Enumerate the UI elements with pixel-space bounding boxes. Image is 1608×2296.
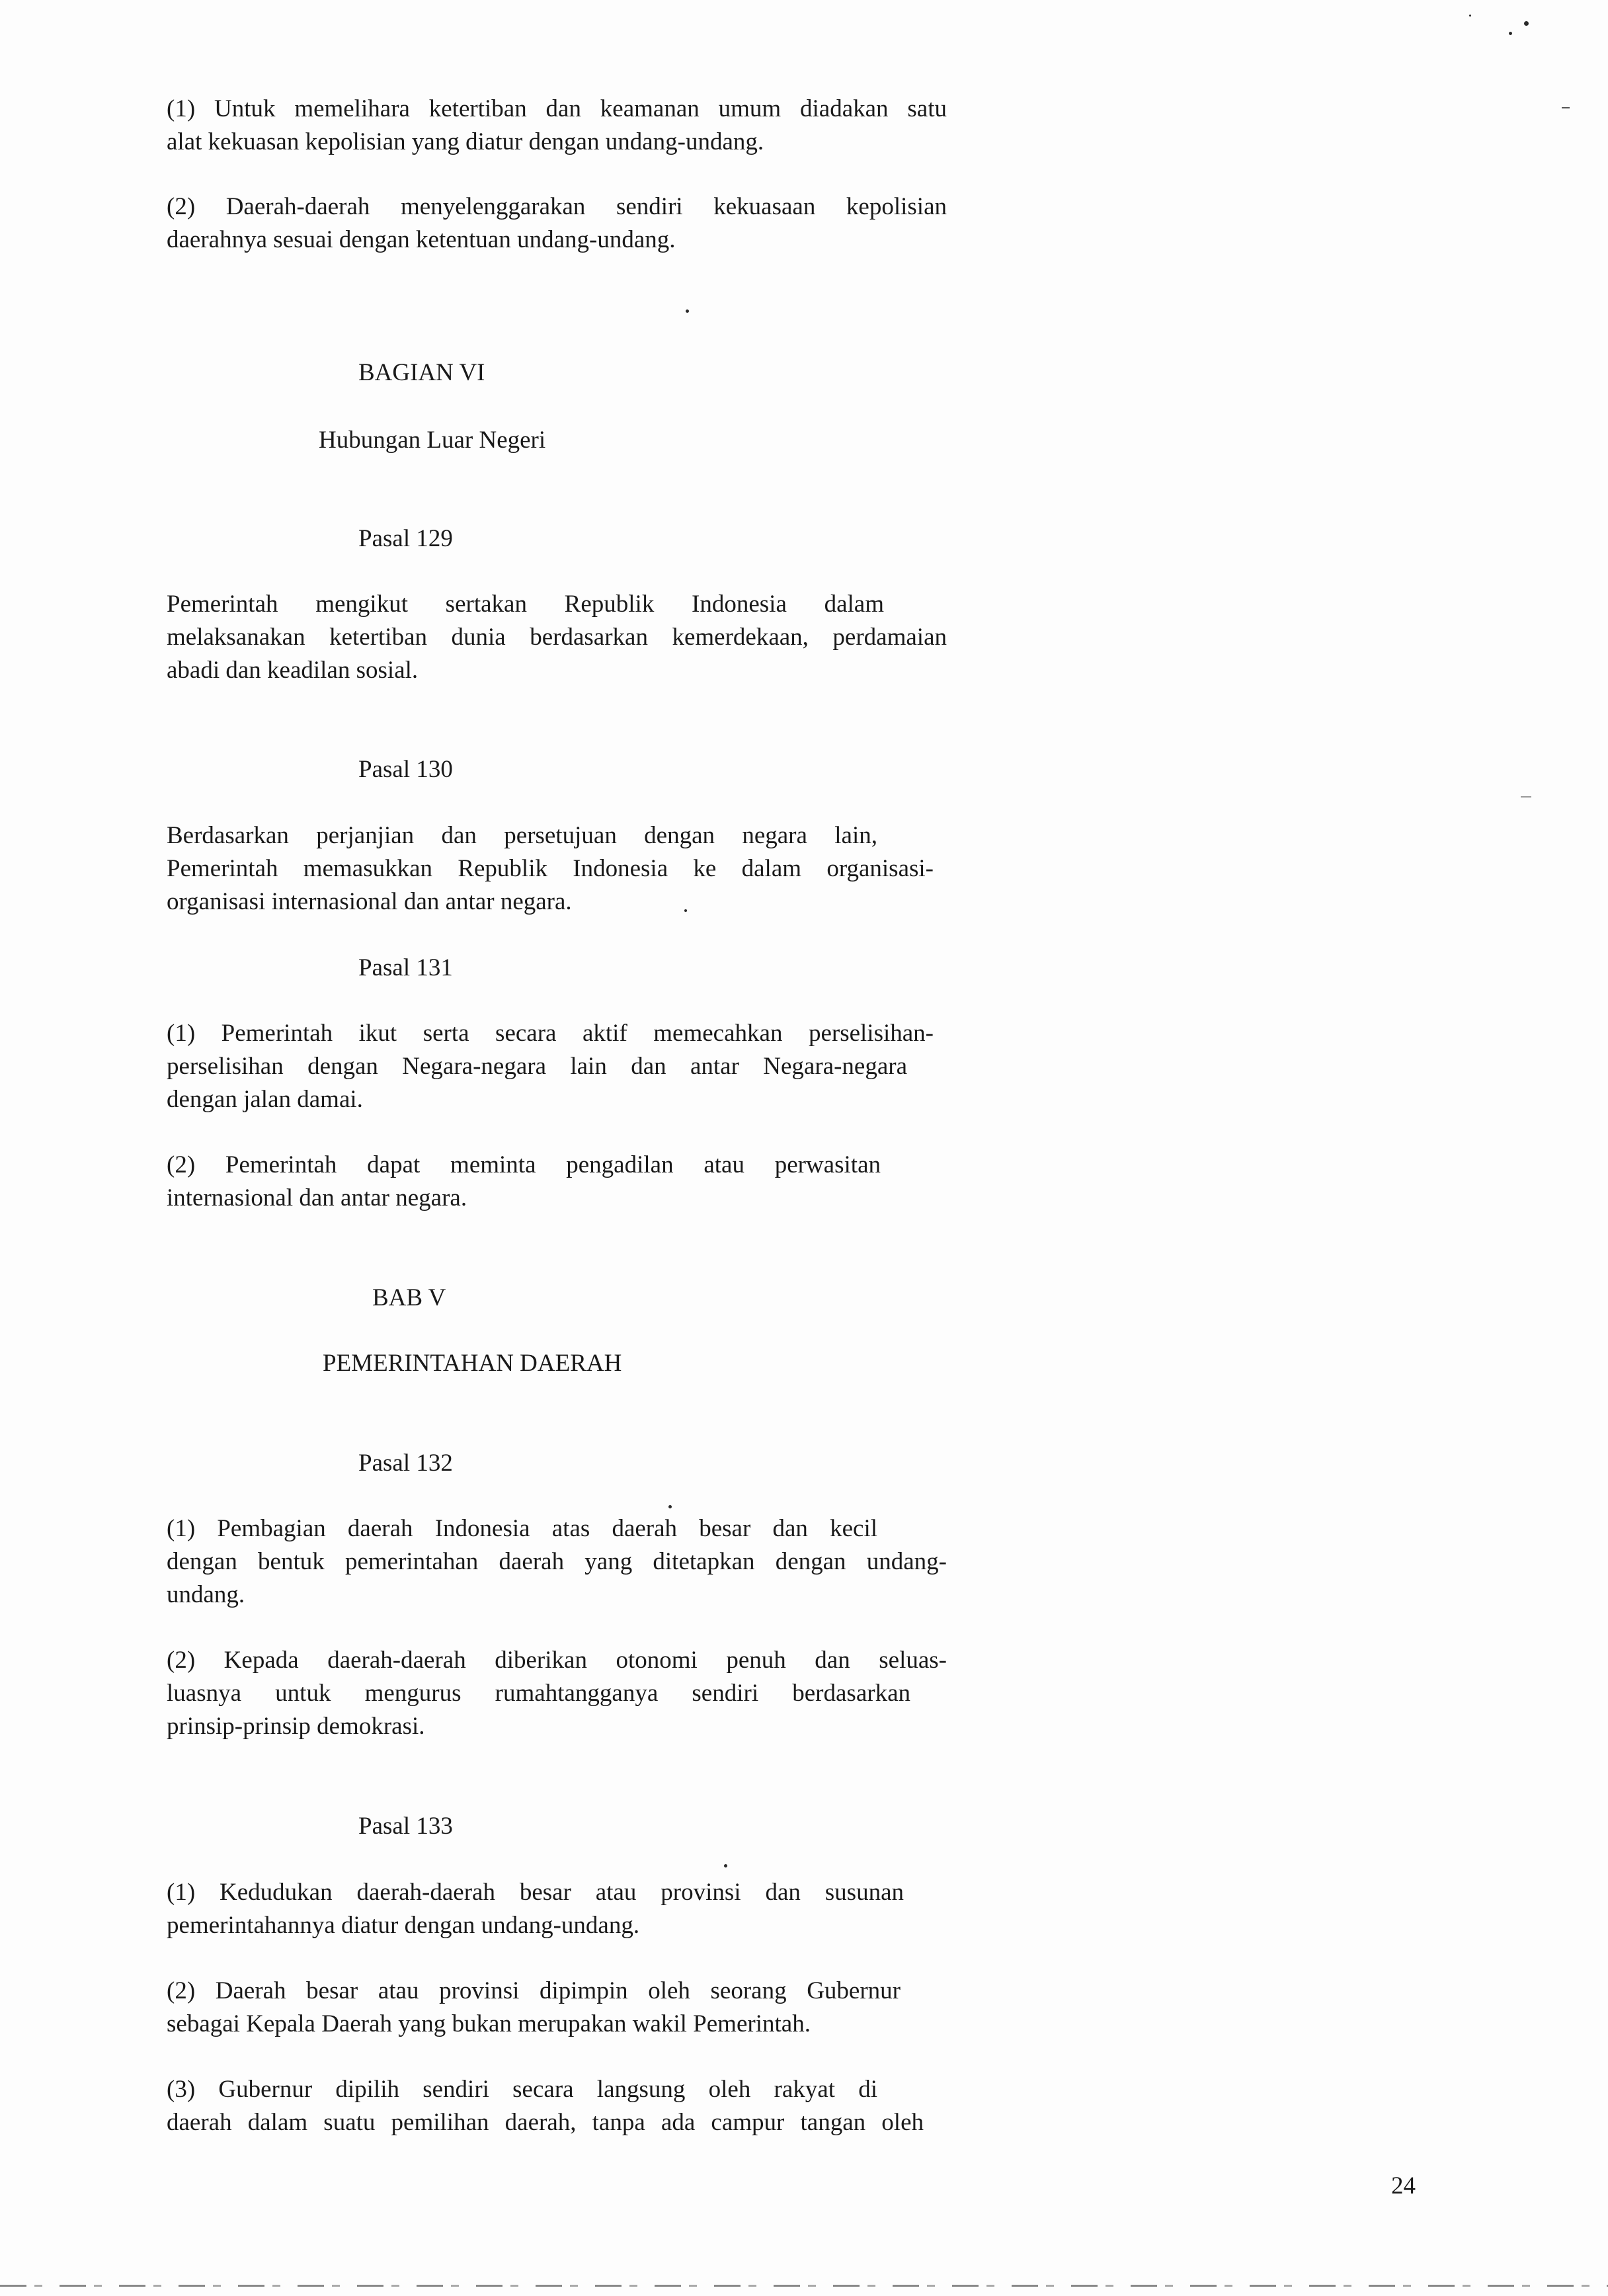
paragraph-line: (1) Kedudukan daerah-daerah besar atau provinsi dan susunan [167,1879,904,1906]
paragraph-line: (2) Daerah-daerah menyelenggarakan sendiri kekuasaan kepolisian [167,193,947,220]
article-heading: Pasal 133 [358,1813,453,1840]
paragraph-line: (3) Gubernur dipilih sendiri secara langsung oleh rakyat di [167,2076,877,2103]
chapter-title: PEMERINTAHAN DAERAH [323,1350,622,1377]
section-title: Hubungan Luar Negeri [319,427,546,454]
scan-speck [686,309,689,313]
scan-speck [1509,32,1512,35]
paragraph-line: (2) Kepada daerah-daerah diberikan otonomi penuh dan seluas- [167,1647,947,1674]
section-heading: BAGIAN VI [358,359,485,386]
paragraph-line: perselisihan dengan Negara-negara lain dan antar Negara-negara [167,1053,907,1080]
paragraph-line: daerahnya sesuai dengan ketentuan undang-undang. [167,226,676,253]
paragraph-line: organisasi internasional dan antar negara. [167,888,572,915]
paragraph-line: prinsip-prinsip demokrasi. [167,1713,425,1740]
paragraph-line: dengan jalan damai. [167,1086,363,1113]
scan-mark [1562,107,1570,108]
paragraph-line: (1) Untuk memelihara ketertiban dan keamanan umum diadakan satu [167,95,947,122]
scan-speck [724,1864,727,1867]
article-heading: Pasal 131 [358,954,453,981]
chapter-heading: BAB V [372,1284,446,1311]
paragraph-line: (1) Pembagian daerah Indonesia atas daerah besar dan kecil [167,1515,877,1542]
paragraph-line: internasional dan antar negara. [167,1184,467,1211]
paragraph-line: Berdasarkan perjanjian dan persetujuan dengan negara lain, [167,822,877,849]
paragraph-line: (2) Pemerintah dapat meminta pengadilan atau perwasitan [167,1151,881,1178]
paragraph-line: Pemerintah mengikut sertakan Republik Indonesia dalam [167,591,884,618]
article-heading: Pasal 129 [358,525,453,552]
scan-mark [1521,796,1531,798]
paragraph-line: sebagai Kepala Daerah yang bukan merupakan wakil Pemerintah. [167,2010,811,2037]
paragraph-line: daerah dalam suatu pemilihan daerah, tanpa ada campur tangan oleh [167,2109,924,2136]
page-number: 24 [1391,2172,1416,2199]
scan-speck [1524,21,1529,26]
scan-speck [684,909,687,912]
paragraph-line: (2) Daerah besar atau provinsi dipimpin oleh seorang Gubernur [167,1977,901,2004]
paragraph-line: luasnya untuk mengurus rumahtangganya sendiri berdasarkan [167,1680,910,1707]
article-heading: Pasal 132 [358,1450,453,1477]
paragraph-line: melaksanakan ketertiban dunia berdasarkan kemerdekaan, perdamaian [167,624,947,651]
paragraph-line: Pemerintah memasukkan Republik Indonesia ke dalam organisasi- [167,855,934,882]
paragraph-line: (1) Pemerintah ikut serta secara aktif memecahkan perselisihan- [167,1020,934,1047]
paragraph-line: undang. [167,1581,245,1608]
paragraph-line: pemerintahannya diatur dengan undang-undang. [167,1912,640,1939]
scan-bottom-edge [0,2285,1608,2287]
paragraph-line: alat kekuasan kepolisian yang diatur dengan undang-undang. [167,128,764,155]
paragraph-line: abadi dan keadilan sosial. [167,657,419,684]
paragraph-line: dengan bentuk pemerintahan daerah yang ditetapkan dengan undang- [167,1548,947,1575]
scan-speck [668,1505,672,1508]
scan-speck [1469,15,1471,17]
article-heading: Pasal 130 [358,756,453,783]
